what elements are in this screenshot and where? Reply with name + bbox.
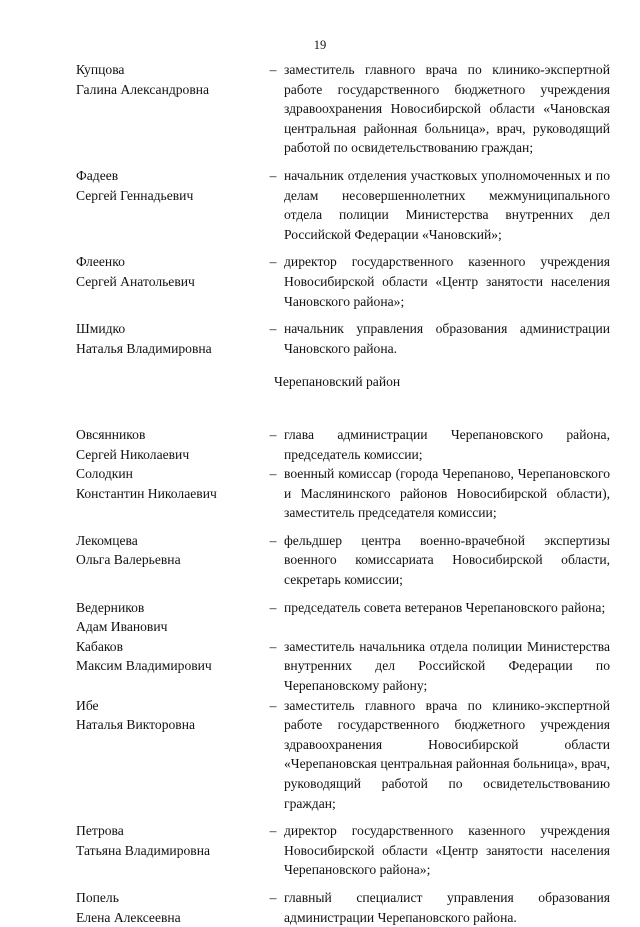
entry-dash: – [269,889,277,905]
member-position: директор государственного казенного учреждения Новосибирской области «Центр занятости населения Черепановского района»; [284,823,610,878]
member-surname: Флеенко [76,254,125,270]
entry-dash: – [269,599,277,615]
commission-list [76,60,610,927]
member-position: фельдшер центра военно-врачебной экспертизы военного комиссариата Новосибирской области, секретарь комиссии; [284,532,610,588]
member-given-names: Наталья Владимировна [76,340,212,356]
section-heading: Черепановский район [274,374,401,390]
member-given-names: Галина Александровна [76,81,210,97]
member-name [76,166,262,205]
member-surname: Фадеев [76,167,119,183]
member-entry [76,166,610,244]
member-surname: Петрова [76,823,124,839]
entry-dash: – [269,321,277,337]
member-position: глава администрации Черепановского района, председатель комиссии; [284,426,610,462]
member-given-names: Татьяна Владимировна [76,842,211,858]
entry-dash: – [269,62,277,77]
member-given-names: Сергей Геннадьевич [76,187,194,203]
member-given-names: Наталья Викторовна [76,717,196,733]
member-position: главный специалист управления образования администрации Черепановского района. [284,889,610,925]
member-entry [76,821,610,880]
member-entry [76,464,610,523]
member-position: директор государственного казенного учреждения Новосибирской области «Центр занятости населения Чановского района»; [284,254,610,309]
entry-dash: – [269,823,277,839]
member-entry [76,598,610,637]
member-name [76,425,262,464]
member-entry [76,425,610,464]
member-entry [76,531,610,590]
member-entry [76,252,610,311]
entry-dash: – [269,532,277,548]
member-entry [76,696,610,814]
entry-dash: – [269,697,277,713]
member-surname: Шмидко [76,321,126,337]
member-position: заместитель главного врача по клинико-экспертной работе государственного бюджетного учреждения здравоохранения Новосибирской области «Чановская центральная районная больница», врач, руководящий работой по освидетельствованию граждан; [284,62,610,156]
member-name [76,531,262,570]
member-name [76,637,262,676]
member-name [76,821,262,860]
member-given-names: Сергей Николаевич [76,446,190,462]
member-name [76,696,262,735]
member-entry [76,60,610,158]
page-number: 19 [313,38,327,52]
member-surname: Ведерников [76,599,145,615]
member-entry [76,637,610,696]
member-given-names: Максим Владимирович [76,658,212,674]
member-surname: Лекомцева [76,532,138,548]
member-position: начальник отделения участковых уполномоченных и по делам несовершеннолетних межмуниципального отдела полиции Министерства внутренних дел Российской Федерации «Чановский»; [284,167,610,242]
member-entry [76,319,610,358]
member-entry [76,888,610,927]
member-position: заместитель главного врача по клинико-экспертной работе государственного бюджетного учреждения здравоохранения Новосибирской области «Черепановская центральная районная больница», врач, руководящий работой по освидетельствованию граждан; [284,697,610,811]
member-given-names: Ольга Валерьевна [76,552,181,568]
member-name [76,60,262,99]
member-given-names: Елена Алексеевна [76,909,181,925]
member-position: военный комиссар (города Черепаново, Черепановского и Маслянинского районов Новосибирской области), заместитель председателя комиссии; [284,466,610,521]
member-given-names: Константин Николаевич [76,485,217,501]
member-surname: Кабаков [76,638,124,654]
entry-dash: – [269,167,277,183]
member-name [76,319,262,358]
member-surname: Ибе [76,697,99,713]
entry-dash: – [269,638,277,654]
member-surname: Купцова [76,62,125,77]
member-name [76,252,262,291]
member-surname: Попель [76,889,119,905]
member-surname: Овсянников [76,426,146,442]
member-position: начальник управления образования администрации Чановского района. [284,321,610,356]
member-position: председатель совета ветеранов Черепановского района; [284,599,606,615]
entry-dash: – [269,254,277,270]
member-given-names: Сергей Анатольевич [76,273,195,289]
entry-dash: – [269,426,277,442]
member-given-names: Адам Иванович [76,619,168,635]
member-position: заместитель начальника отдела полиции Министерства внутренних дел Российской Федерации по Черепановскому району; [284,638,610,694]
member-name [76,888,262,927]
entry-dash: – [269,466,277,482]
member-name [76,464,262,503]
member-surname: Солодкин [76,466,133,482]
member-name [76,598,262,637]
